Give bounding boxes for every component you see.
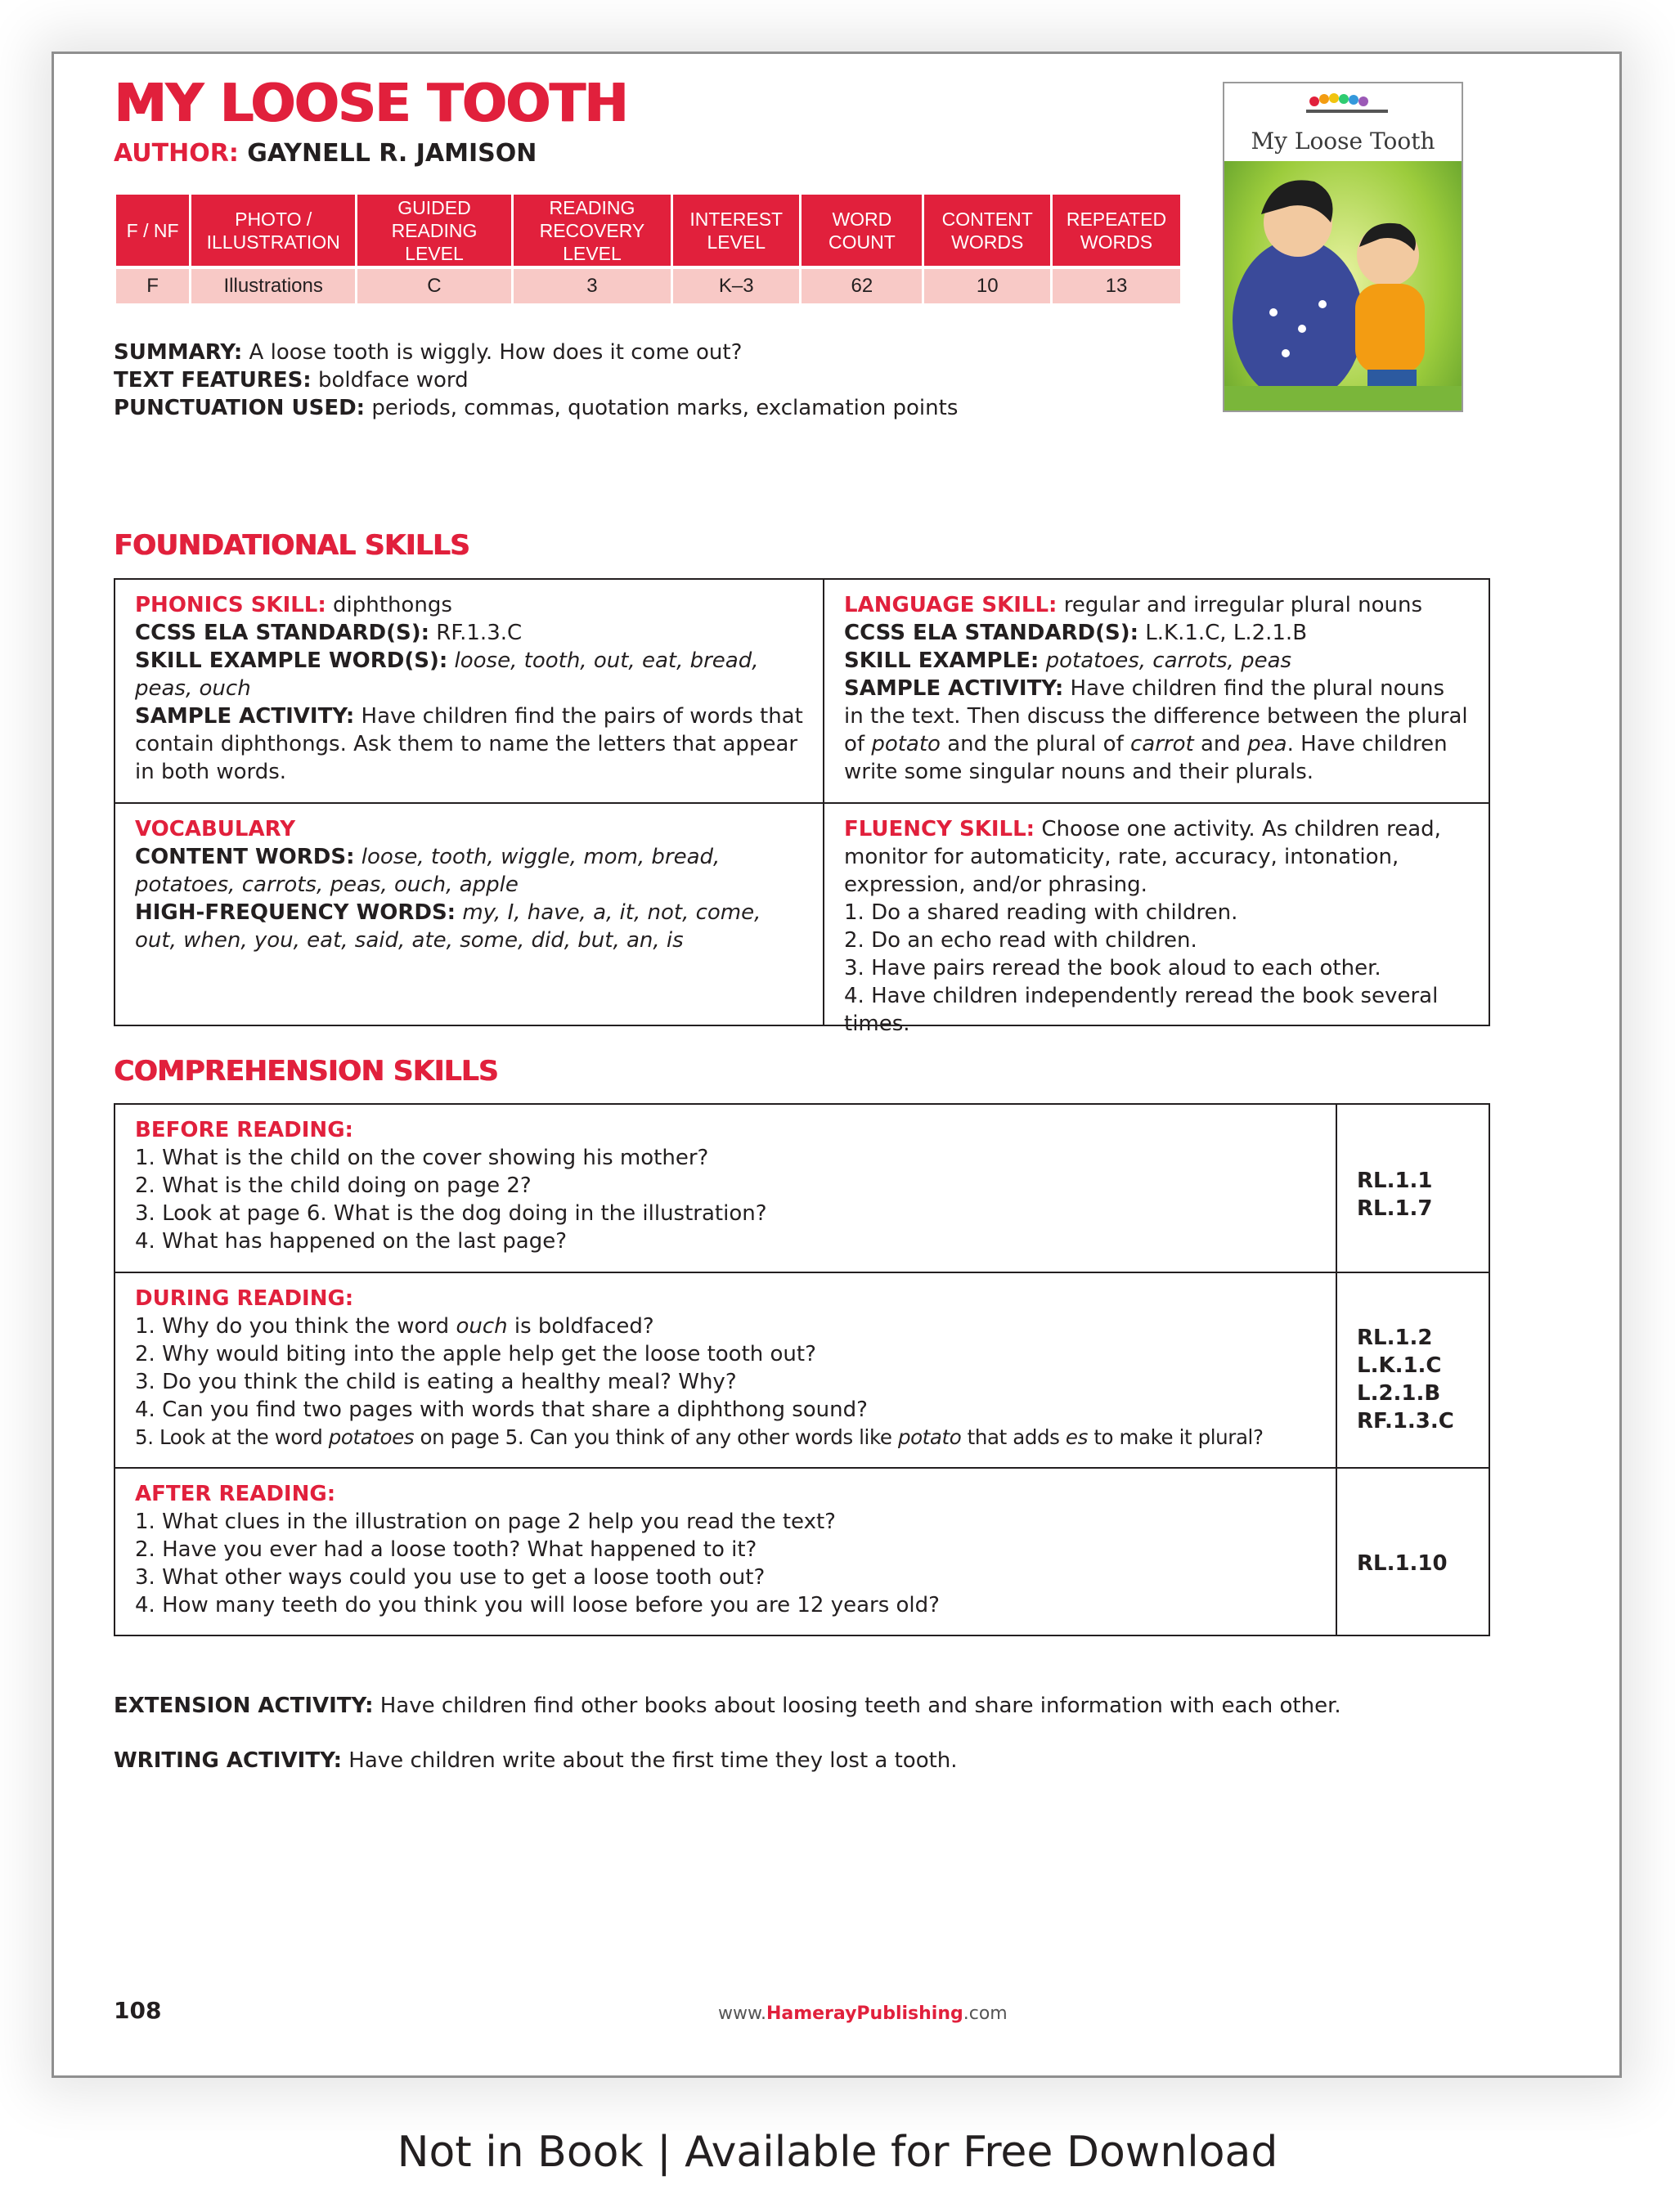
- before-reading-question: 3. Look at page 6. What is the dog doing in the illustration?: [135, 1201, 767, 1226]
- high-frequency-line: [135, 899, 803, 954]
- punctuation-text: periods, commas, quotation marks, exclamation points: [365, 396, 959, 420]
- language-cell: [824, 580, 1489, 797]
- during-reading-standards: [1337, 1312, 1489, 1447]
- header-fnf: F / NF: [115, 195, 191, 267]
- foundational-skills-box: [114, 578, 1490, 1036]
- standard-code: RL.1.10: [1357, 1551, 1448, 1576]
- value-photo: Illustrations: [191, 267, 357, 303]
- phonics-skill-text: diphthongs: [326, 593, 452, 617]
- after-reading-question: 3. What other ways could you use to get a loose tooth out?: [135, 1565, 766, 1590]
- phonics-example-line: [135, 647, 803, 702]
- language-skill-line: [844, 591, 1469, 619]
- during-reading-question: 3. Do you think the child is eating a healthy meal? Why?: [135, 1370, 737, 1394]
- standard-code: RL.1.7: [1357, 1196, 1433, 1221]
- author-label: AUTHOR:: [114, 139, 239, 168]
- phonics-activity-label: SAMPLE ACTIVITY:: [135, 704, 355, 729]
- value-repeated: 13: [1051, 267, 1181, 303]
- text-features-line: [114, 366, 958, 394]
- standard-code: RF.1.3.C: [1357, 1409, 1454, 1434]
- q5-text-f: es: [1065, 1425, 1088, 1449]
- before-reading-question: 4. What has happened on the last page?: [135, 1229, 568, 1254]
- value-recovery: 3: [512, 267, 672, 303]
- phonics-example-text: loose, tooth, out, eat, bread, peas, ouch: [135, 648, 759, 701]
- before-reading-standards: [1337, 1155, 1489, 1234]
- vocabulary-label: VOCABULARY: [135, 817, 296, 841]
- phonics-standard-text: RF.1.3.C: [429, 621, 523, 645]
- high-frequency-text: my, I, have, a, it, not, come, out, when, you, eat, said, ate, some, did, but, an, is: [135, 900, 761, 953]
- header-recovery: READING RECOVERY LEVEL: [512, 195, 672, 267]
- q5-text-a: 5. Look at the word: [135, 1425, 329, 1449]
- language-example-line: [844, 647, 1469, 675]
- during-reading-label: DURING READING:: [135, 1286, 354, 1311]
- standard-code: RL.1.2: [1357, 1326, 1433, 1350]
- comprehension-skills-box: [114, 1103, 1490, 1636]
- language-activity-pea: pea: [1247, 732, 1287, 756]
- book-cover-image: [1223, 82, 1463, 412]
- extension-activity: [114, 1692, 1341, 1720]
- q5-text-c: on page 5. Can you think of any other words like: [414, 1425, 898, 1449]
- during-reading-question: [135, 1424, 1316, 1451]
- standard-code: RL.1.1: [1357, 1169, 1433, 1193]
- language-activity-line: [844, 675, 1469, 786]
- standard-code: L.2.1.B: [1357, 1381, 1441, 1406]
- after-reading-standards: [1337, 1538, 1489, 1589]
- fluency-item: 2. Do an echo read with children.: [844, 928, 1197, 953]
- before-reading-cell: [115, 1105, 1336, 1267]
- phonics-activity-text: Have children find the pairs of words that contain diphthongs. Ask them to name the letters that appear in both words.: [135, 704, 803, 784]
- language-activity-text-3: and: [1193, 732, 1248, 756]
- book-info: [114, 339, 958, 422]
- q5-text-e: that adds: [961, 1425, 1066, 1449]
- after-reading-cell: [115, 1469, 1336, 1631]
- content-words-line: [135, 843, 803, 899]
- text-features-text: boldface word: [311, 368, 469, 393]
- cover-illustration: [1224, 83, 1462, 411]
- language-activity-text-4: . Have children write some singular nouns and their plurals.: [844, 732, 1448, 784]
- content-words-label: CONTENT WORDS:: [135, 845, 355, 869]
- header-repeated: REPEATED WORDS: [1051, 195, 1181, 267]
- phonics-example-label: SKILL EXAMPLE WORD(S):: [135, 648, 448, 673]
- language-example-text: potatoes, carrots, peas: [1039, 648, 1292, 673]
- summary-text: A loose tooth is wiggly. How does it come out?: [242, 340, 743, 365]
- fluency-item: 4. Have children independently reread the book several times.: [844, 984, 1439, 1036]
- download-note: Not in Book | Available for Free Download: [397, 2128, 1278, 2177]
- header-guided: GUIDED READING LEVEL: [357, 195, 512, 267]
- q5-text-d: potato: [897, 1425, 962, 1449]
- header-interest: INTEREST LEVEL: [672, 195, 801, 267]
- fluency-skill-text: Choose one activity. As children read, monitor for automaticity, rate, accuracy, intonation, expression, and/or phrasing.: [844, 817, 1441, 897]
- language-example-label: SKILL EXAMPLE:: [844, 648, 1040, 673]
- language-activity-label: SAMPLE ACTIVITY:: [844, 676, 1064, 701]
- language-activity-carrot: carrot: [1130, 732, 1194, 756]
- header-photo: PHOTO / ILLUSTRATION: [191, 195, 357, 267]
- writing-text: Have children write about the first time they lost a tooth.: [342, 1748, 958, 1773]
- book-level-table: [114, 195, 1183, 303]
- comprehension-skills-heading: COMPREHENSION SKILLS: [114, 1055, 498, 1088]
- q1-text-c: is boldfaced?: [507, 1314, 654, 1339]
- during-reading-question: 4. Can you find two pages with words that share a diphthong sound?: [135, 1398, 868, 1422]
- punctuation-label: PUNCTUATION USED:: [114, 396, 366, 420]
- value-interest: K–3: [672, 267, 801, 303]
- before-reading-question: 2. What is the child doing on page 2?: [135, 1173, 532, 1198]
- phonics-standard-label: CCSS ELA STANDARD(S):: [135, 621, 430, 645]
- value-guided: C: [357, 267, 512, 303]
- language-activity-text-1: Have children find the plural nouns in the text. Then discuss the difference between the plural of: [844, 676, 1468, 756]
- phonics-skill-label: PHONICS SKILL:: [135, 593, 326, 617]
- page-number: 108: [114, 1997, 162, 2024]
- value-wordcount: 62: [801, 267, 923, 303]
- language-skill-label: LANGUAGE SKILL:: [844, 593, 1058, 617]
- during-reading-question: 2. Why would biting into the apple help get the loose tooth out?: [135, 1342, 816, 1366]
- summary-label: SUMMARY:: [114, 340, 243, 365]
- content-words-text: loose, tooth, wiggle, mom, bread, potatoes, carrots, peas, ouch, apple: [135, 845, 721, 897]
- language-activity-text-2: and the plural of: [940, 732, 1130, 756]
- high-frequency-label: HIGH-FREQUENCY WORDS:: [135, 900, 456, 925]
- extension-text: Have children find other books about loosing teeth and share information with each other.: [373, 1694, 1341, 1718]
- writing-activity: [114, 1747, 958, 1775]
- vocabulary-cell: [115, 804, 823, 966]
- during-reading-cell: [115, 1273, 1336, 1463]
- phonics-cell: [115, 580, 823, 797]
- url-prefix: www.: [718, 2003, 766, 2024]
- after-reading-question: 4. How many teeth do you think you will loose before you are 12 years old?: [135, 1593, 940, 1617]
- url-brand: HamerayPublishing: [766, 2003, 963, 2024]
- fluency-cell: [824, 804, 1489, 1049]
- value-fnf: F: [115, 267, 191, 303]
- extension-label: EXTENSION ACTIVITY:: [114, 1694, 374, 1718]
- publisher-url[interactable]: [718, 2003, 1008, 2024]
- q5-text-g: to make it plural?: [1087, 1425, 1264, 1449]
- q5-text-b: potatoes: [328, 1425, 415, 1449]
- after-reading-label: AFTER READING:: [135, 1482, 336, 1506]
- fluency-item: 1. Do a shared reading with children.: [844, 900, 1238, 925]
- writing-label: WRITING ACTIVITY:: [114, 1748, 343, 1773]
- text-features-label: TEXT FEATURES:: [114, 368, 312, 393]
- language-standard-line: [844, 619, 1469, 647]
- language-skill-text: regular and irregular plural nouns: [1057, 593, 1422, 617]
- q1-text-b: ouch: [456, 1314, 508, 1339]
- punctuation-line: [114, 394, 958, 422]
- after-reading-question: 2. Have you ever had a loose tooth? What happened to it?: [135, 1537, 757, 1562]
- before-reading-label: BEFORE READING:: [135, 1118, 353, 1142]
- language-activity-potato: potato: [871, 732, 941, 756]
- q1-text-a: 1. Why do you think the word: [135, 1314, 456, 1339]
- language-standard-label: CCSS ELA STANDARD(S):: [844, 621, 1139, 645]
- during-reading-question: [135, 1312, 1316, 1340]
- before-reading-question: 1. What is the child on the cover showing his mother?: [135, 1146, 709, 1170]
- header-content: CONTENT WORDS: [923, 195, 1051, 267]
- phonics-activity-line: [135, 702, 803, 786]
- url-suffix: .com: [963, 2003, 1008, 2024]
- phonics-standard-line: [135, 619, 803, 647]
- fluency-skill-line: [844, 815, 1469, 899]
- after-reading-question: 1. What clues in the illustration on page 2 help you read the text?: [135, 1510, 836, 1534]
- page-title: MY LOOSE TOOTH: [114, 74, 627, 134]
- author-name: GAYNELL R. JAMISON: [247, 139, 537, 168]
- fluency-skill-label: FLUENCY SKILL:: [844, 817, 1035, 841]
- language-standard-text: L.K.1.C, L.2.1.B: [1138, 621, 1308, 645]
- standard-code: L.K.1.C: [1357, 1353, 1442, 1378]
- foundational-skills-heading: FOUNDATIONAL SKILLS: [114, 529, 469, 562]
- value-content: 10: [923, 267, 1051, 303]
- cover-title-art: My Loose Tooth: [1251, 128, 1435, 155]
- summary-line: [114, 339, 958, 366]
- author-line: [114, 139, 537, 168]
- fluency-item: 3. Have pairs reread the book aloud to each other.: [844, 956, 1381, 980]
- header-wordcount: WORD COUNT: [801, 195, 923, 267]
- phonics-skill-line: [135, 591, 803, 619]
